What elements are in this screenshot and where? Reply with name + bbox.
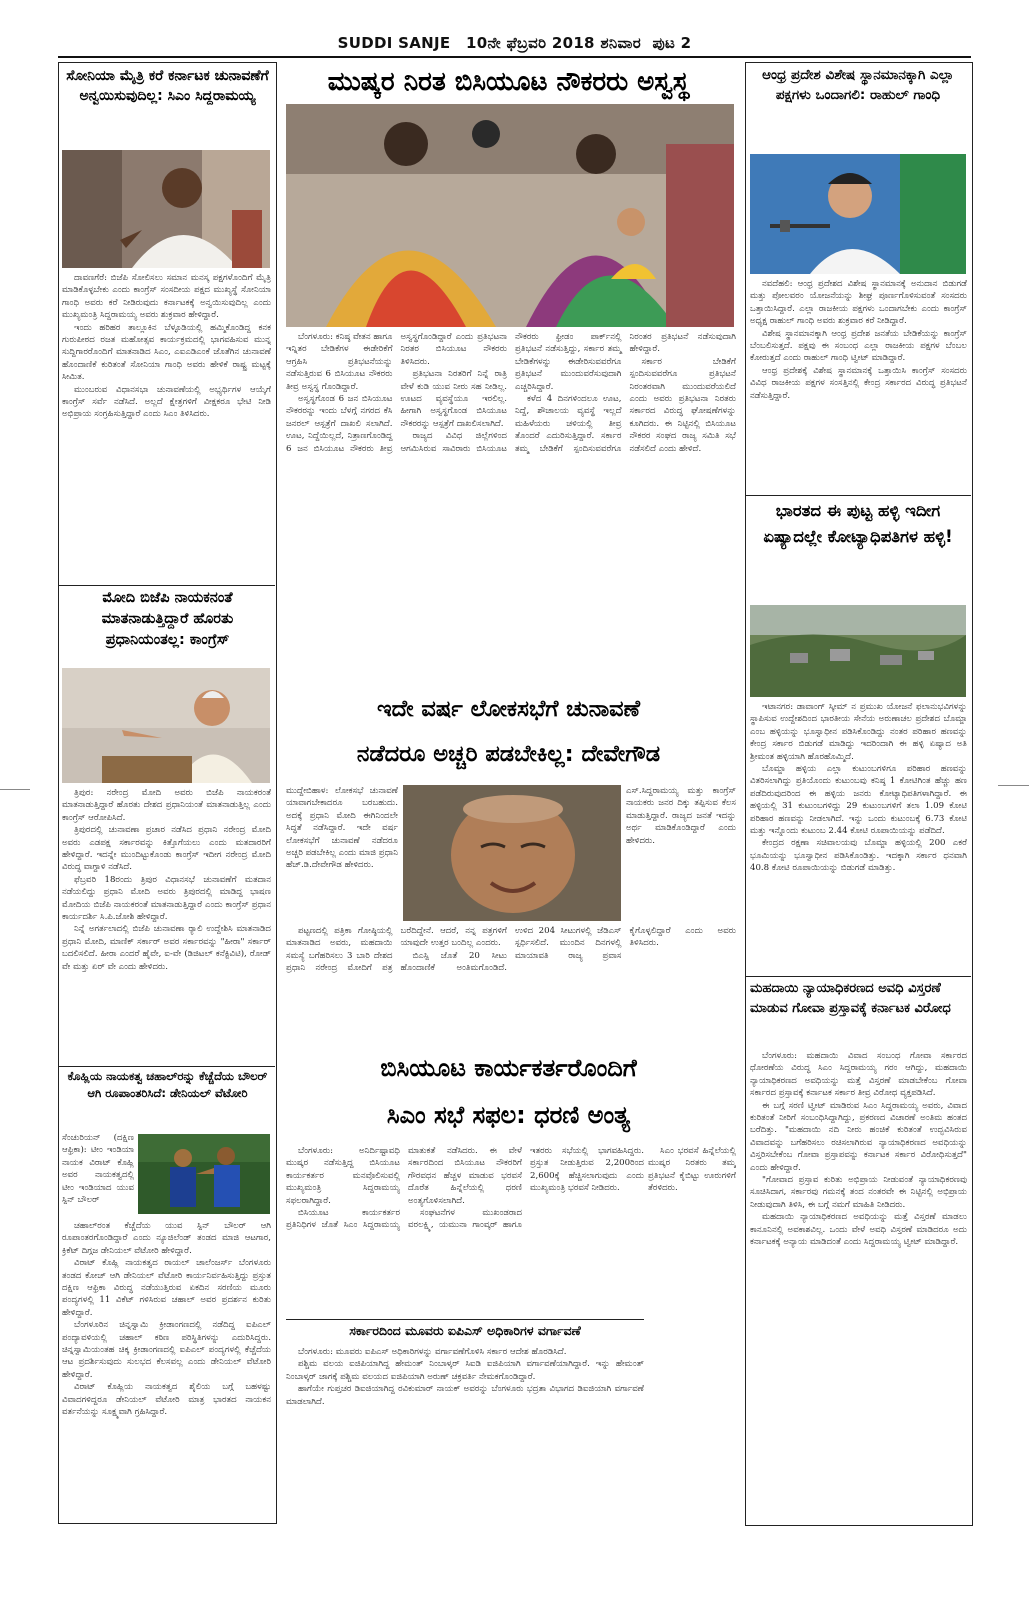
lead-photo [286,104,734,327]
paragraph: ಬೊಮ್ಜಾ ಹಳ್ಳಿಯ ಎಲ್ಲಾ ಕುಟುಂಬಗಳಿಗೂ ಪರಿಹಾರ ಹಣವನ್ನು ವಿತರಿಸಲಾಗಿದ್ದು ಪ್ರತಿಯೊಂದು ಕುಟುಂಬವು ಕನಿಷ್ಠ 1 ಕೋಟಿಗಿಂತ ಹೆಚ್ಚು ಹಣ ಪಡೆದಿರುವುದರಿಂದ ಈ ಹಳ್ಳಿಯ ಜನರು ಕೋಟ್ಯಾಧಿಪತಿಗಳಾಗಿದ್ದಾರೆ. ಈ ಹಳ್ಳಿಯಲ್ಲಿ 31 ಕುಟುಂಬಗಳಿದ್ದು 29 ಕುಟುಂಬಗಳಿಗೆ ತಲಾ 1.09 ಕೋಟಿ ಪರಿಹಾರ ಹಣವನ್ನು ನೀಡಲಾಗಿದೆ. ಇನ್ನು ಒಂದು ಕುಟುಂಬಕ್ಕೆ 6.73 ಕೋಟಿ ಮತ್ತು ಇನ್ನೊಂದು ಕುಟುಂಬ 2.44 ಕೋಟಿ ರೂಪಾಯಿಯನ್ನು ಪಡೆದಿದೆ. [750,764,967,837]
paragraph: ವಿರಾಟ್ ಕೊಹ್ಲಿಯ ನಾಯಕತ್ವದ ಶೈಲಿಯ ಬಗ್ಗೆ ಬಹಳಷ್ಟು ವಿವಾದಗಳಿದ್ದರೂ ಡೇನಿಯಲ್ ವೆಟೋರಿ ಮಾತ್ರ ಭಾರತದ ನಾಯಕನ ವರ್ತನೆಯನ್ನು ಸೂಕ್ಷ್ಮವಾಗಿ ಗ್ರಹಿಸಿದ್ದಾರೆ. [62,1382,271,1418]
paragraph: ಬಿಸಿಯೂಟ ಕಾರ್ಯಕರ್ತರ ಪ್ರತಿನಿಧಿಗಳ ಜೊತೆ ಸಿಎಂ ಸಿದ್ದರಾಮಯ್ಯ ಮಾತುಕತೆ ನಡೆಸಿದರು. ಈ ವೇಳೆ ಸರ್ಕಾರದಿಂದ ಬಿಸಿಯೂಟ ನೌಕರರಿಗೆ ಗೌರವಧನ ಹೆಚ್ಚಳ ಮಾಡುವ ಭರವಸೆ ದೊರೆತ ಹಿನ್ನೆಲೆಯಲ್ಲಿ ಧರಣಿ ಅಂತ್ಯಗೊಳಿಸಲಾಗಿದೆ. [286,1146,522,1231]
right-story3-headline: ಮಹದಾಯಿ ನ್ಯಾಯಾಧಿಕರಣದ ಅವಧಿ ವಿಸ್ತರಣೆ ಮಾಡುವ ಗೋವಾ ಪ್ರಸ್ತಾವಕ್ಕೆ ಕರ್ನಾಟಕ ವಿರೋಧ [750,981,951,1016]
paper-name: SUDDI SANJE [337,34,451,52]
cricket-photo [138,1134,270,1214]
paragraph: ವಿರಾಟ್ ಕೊಹ್ಲಿ ನಾಯಕತ್ವದ ರಾಯಲ್ ಚಾಲೆಂಜರ್ಸ್ ಬೆಂಗಳೂರು ತಂಡದ ಕೋಚ್ ಆಗಿ ಡೇನಿಯಲ್ ವೆಟೋರಿ ಕಾರ್ಯನಿರ್ವಹಿಸುತ್ತಿದ್ದು ಪ್ರಸ್ತುತ ದಕ್ಷಿಣ ಆಫ್ರಿಕಾ ವಿರುದ್ಧ ನಡೆಯುತ್ತಿರುವ ಏಕದಿನ ಸರಣಿಯ ಮೂರು ಪಂದ್ಯಗಳಲ್ಲಿ 11 ವಿಕೆಟ್ ಗಳಿಸಿರುವ ಚಹಾಲ್ ಅವರ ಪ್ರದರ್ಶನ ಕುರಿತು ಹೇಳಿದ್ದಾರೆ. [62,1258,271,1318]
third-headline-line2: ಸಿಎಂ ಸಭೆ ಸಫಲ: ಧರಣಿ ಅಂತ್ಯ [386,1101,631,1129]
protesting-workers-image [286,104,734,327]
fourth-headline: ಸರ್ಕಾರದಿಂದ ಮೂವರು ಐಪಿಎಸ್ ಅಧಿಕಾರಿಗಳ ವರ್ಗಾವಣೆ [349,1323,581,1338]
paragraph: ಹಾಗೆಯೇ ಗುಪ್ತಚರ ಡಿಐಜಿಯಾಗಿದ್ದ ರವಿಕುಮಾರ್ ನಾಯಕ್ ಅವರನ್ನು ಬೆಂಗಳೂರು ಭದ್ರತಾ ವಿಭಾಗದ ಡಿಐಜಿಯಾಗಿ ವರ್ಗಾವಣೆ ಮಾಡಲಾಗಿದೆ. [286,1384,644,1407]
paragraph: ಪಟ್ಟಣದಲ್ಲಿ ಪತ್ರಿಕಾ ಗೋಷ್ಠಿಯಲ್ಲಿ ಮಾತನಾಡಿದ ಅವರು, ಮಹದಾಯಿ ಸಮಸ್ಯೆ ಬಗೆಹರಿಸಲು 3 ಬಾರಿ ದೇಶದ ಪ್ರಧಾನಿ ನರೇಂದ್ರ ಮೋದಿಗೆ ಪತ್ರ ಬರೆದಿದ್ದೇನೆ. ಆದರೆ, ನನ್ನ ಪತ್ರಗಳಿಗೆ ಯಾವುದೇ ಉತ್ತರ ಬಂದಿಲ್ಲ ಎಂದರು. [286,926,507,974]
page-number: ಪುಟ 2 [652,34,692,52]
crop-mark-left [0,789,30,790]
right-story2-headline: ಭಾರತದ ಈ ಪುಟ್ಟ ಹಳ್ಳಿ ಇದೀಗ ಏಷ್ಯಾದಲ್ಲೇ ಕೋಟ್ಯಾಧಿಪತಿಗಳ ಹಳ್ಳಿ! [763,501,953,546]
paragraph: ಕಳೆದ 4 ದಿನಗಳಿಂದಲೂ ಊಟ, ನಿದ್ದೆ, ಶೌಚಾಲಯ ವ್ಯವಸ್ಥೆ ಇಲ್ಲದೆ ಮಹಿಳೆಯರು ಚಳಿಯಲ್ಲಿ ತೀವ್ರ ತೊಂದರೆ ಎದುರಿಸುತ್ತಿದ್ದಾರೆ. ಸರ್ಕಾರ ತಮ್ಮ ಬೇಡಿಕೆಗೆ ಸ್ಪಂದಿಸುವವರೆಗೂ ನಿರಂತರ ಪ್ರತಿಭಟನೆ ನಡೆಸುವುದಾಗಿ ಹೇಳಿದ್ದಾರೆ. [515,332,736,454]
paragraph: ನವದೆಹಲಿ: ಆಂಧ್ರ ಪ್ರದೇಶದ ವಿಶೇಷ ಸ್ಥಾನಮಾನಕ್ಕೆ ಅನುದಾನ ಬಿಡುಗಡೆ ಮತ್ತು ಪೋಲವರಂ ಯೋಜನೆಯನ್ನು ಶೀಘ್ರ ಪೂರ್ಣಗೊಳಿಸುವಂತೆ ಸಂಸದರು ಒತ್ತಾಯಿಸಿದ್ದಾರೆ. ಎಲ್ಲಾ ರಾಜಕೀಯ ಪಕ್ಷಗಳು ಒಂದಾಗಬೇಕು ಎಂದು ಕಾಂಗ್ರೆಸ್ ಅಧ್ಯಕ್ಷ ರಾಹುಲ್ ಗಾಂಧಿ ಅವರು ಶುಕ್ರವಾರ ಕರೆ ನೀಡಿದ್ದಾರೆ. [750,279,967,327]
siddaramaiah-photo [62,150,270,268]
lead-body [286,331,736,689]
paragraph: ಬೆಂಗಳೂರು: ಕನಿಷ್ಠ ವೇತನ ಹಾಗೂ ಇನ್ನಿತರ ಬೇಡಿಕೆಗಳ ಈಡೇರಿಕೆಗೆ ಆಗ್ರಹಿಸಿ ಪ್ರತಿಭಟನೆಯನ್ನು ನಡೆಸುತ್ತಿರುವ 6 ಬಿಸಿಯೂಟ ನೌಕರರು ತೀವ್ರ ಅಸ್ವಸ್ಥ ಗೊಂಡಿದ್ದಾರೆ. [286,332,393,392]
divider [745,495,971,496]
right-story1-body [750,278,967,492]
left-story1-body [62,272,271,582]
paragraph: ಅಸ್ವಸ್ಥಗೊಂಡ 6 ಜನ ಬಿಸಿಯೂಟ ನೌಕರರನ್ನು ಇಂದು ಬೆಳಗ್ಗೆ ನಗರದ ಕೆಸಿ ಜನರಲ್ ಆಸ್ಪತ್ರೆಗೆ ದಾಖಲಿ ಸಲಾಗಿದೆ. ಊಟ, ನಿದ್ದೆಯಿಲ್ಲದೆ, ನಿತ್ರಾಣಗೊಂಡಿದ್ದ 6 ಜನ ಬಿಸಿಯೂಟ ನೌಕರರು ತೀವ್ರ ಅಸ್ವಸ್ಥಗೊಂಡಿದ್ದಾರೆ ಎಂದು ಪ್ರತಿಭಟನಾ ನಿರತರ ಬಿಸಿಯೂಟ ನೌಕರರು ತಿಳಿಸಿದರು. [286,332,507,454]
divider [745,976,971,977]
paragraph: ಸೆಂಚುರಿಯನ್ (ದಕ್ಷಿಣ ಆಫ್ರಿಕಾ): ಟೀಂ ಇಂಡಿಯಾ ನಾಯಕ ವಿರಾಟ್ ಕೊಹ್ಲಿ ಅವರ ನಾಯಕತ್ವದಲ್ಲಿ ಟೀಂ ಇಂಡಿಯಾದ ಯುವ ಸ್ಪಿನ್ ಬೌಲರ್ [62,1133,134,1206]
modi-image [62,668,270,783]
left-story3-intro [62,1132,134,1218]
devegowda-image [403,785,621,921]
paragraph: ಚಹಾಲ್‌ರಂತ ಕೆಚ್ಚೆದೆಯ ಯುವ ಸ್ಪಿನ್ ಬೌಲರ್ ಆಗಿ ರೂಪಾಂತರಗೊಂಡಿದ್ದಾರೆ ಎಂದು ನ್ಯೂಜಿಲೆಂಡ್ ತಂಡದ ಮಾಜಿ ಆಟಗಾರ, ಕ್ರಿಕೆಟ್ ದಿಗ್ಗಜ ಡೇನಿಯಲ್ ವೆಟೋರಿ ಹೇಳಿದ್ದಾರೆ. [62,1221,271,1256]
paragraph: ಸಿಎಂ ಭರವಸೆ ಹಿನ್ನೆಲೆಯಲ್ಲಿ ಮುಷ್ಕರ ನಿರತರು ತಮ್ಮ ಪ್ರತಿಭಟನೆ ಕೈಬಿಟ್ಟು ಊರುಗಳಿಗೆ ತೆರಳಿದರು. [648,1146,736,1194]
paragraph: ಮುದ್ದೇಬಿಹಾಳ: ಲೋಕಸಭೆ ಚುನಾವಣೆ ಯಾವಾಗಬೇಕಾದರೂ ಬರಬಹುದು. ಅದಕ್ಕೆ ಪ್ರಧಾನಿ ಮೋದಿ ಈಗಿನಿಂದಲೇ ಸಿದ್ಧತೆ ನಡೆಸಿದ್ದಾರೆ. ಇದೇ ವರ್ಷ ಲೋಕಸಭೆಗೆ ಚುನಾವಣೆ ನಡೆದರೂ ಅಚ್ಚರಿ ಪಡಬೇಕಿಲ್ಲ ಎಂದು ಮಾಜಿ ಪ್ರಧಾನಿ ಹೆಚ್.ಡಿ.ದೇವೇಗೌಡ ಹೇಳಿದರು. [286,786,398,871]
paragraph: ಈ ಬಗ್ಗೆ ಸರಣಿ ಟ್ವೀಟ್ ಮಾಡಿರುವ ಸಿಎಂ ಸಿದ್ದರಾಮಯ್ಯ ಅವರು, ವಿವಾದ ಕುರಿತಂತೆ ನೀರಿಗೆ ಸಂಬಂಧಿಸಿದ್ದಾಗಿದ್ದು, ಪ್ರಕರಣದ ವಿಚಾರಣೆ ಅಂತಿಮ ಹಂತದ ಬರೆದಿತ್ತು. "ಮಹದಾಯಿ ನದಿ ನೀರು ಹಂಚಿಕೆ ಕುರಿತಂತೆ ಉದ್ಭವಿಸಿರುವ ವಿವಾದವನ್ನು ಬಗೆಹರಿಸಲು ರಚಿಸಲಾಗಿರುವ ನ್ಯಾಯಾಧಿಕರಣದ ಅವಧಿಯನ್ನು ವಿಸ್ತರಿಸಬೇಕೆಂಬ ಗೋವಾ ಪ್ರಸ್ತಾಪವನ್ನು ಕರ್ನಾಟಕ ಸರ್ಕಾರ ವಿರೋಧಿಸುತ್ತದೆ" ಎಂದು ಹೇಳಿದ್ದಾರೆ. [750,1100,967,1173]
chahal-image [138,1134,270,1214]
issue-date: 10ನೇ ಫೆಬ್ರವರಿ 2018 ಶನಿವಾರ [465,34,641,52]
paragraph: ಬಿಎಸ್ಪಿ ಜೊತೆ 20 ಸೀಟು ಹೊಂದಾಣಿಕೆ ಅಂತಿಮಗೊಂಡಿದೆ. ಉಳಿದ 204 ಸೀಟುಗಳಲ್ಲಿ ಜೆಡಿಎಸ್ ಸ್ಪರ್ಧಿಸಲಿದೆ. ಮುಂದಿನ ದಿನಗಳಲ್ಲಿ ಮಾಯಾವತಿ ರಾಜ್ಯ ಪ್ರವಾಸ ಕೈಗೊಳ್ಳಲಿದ್ದಾರೆ ಎಂದು ಅವರು ತಿಳಿಸಿದರು. [400,926,736,974]
paragraph: ಪ್ರತಿಭಟನಾ ನಿರತರಿಗೆ ನಿನ್ನೆ ರಾತ್ರಿ ವೇಳೆ ಕುಡಿ ಯುವ ನೀರು ಸಹ ನೀಡಿಲ್ಲ. ಊಟದ ವ್ಯವಸ್ಥೆಯೂ ಇರಲಿಲ್ಲ. ಹೀಗಾಗಿ ಅಸ್ವಸ್ಥಗೊಂಡ ಬಿಸಿಯೂಟ ನೌಕರರನ್ನು ಆಸ್ಪತ್ರೆಗೆ ದಾಖಲಿಸಲಾಗಿದೆ. [400,369,507,429]
third-body [286,1145,644,1315]
paragraph: ಸಂಘಟನೆಗಳ ಮುಖಂಡರಾದ ವರಲಕ್ಷ್ಮಿ, ಯಮುನಾ ಗಾಂವ್ಕರ್ ಹಾಗೂ ಇತರರು ಸಭೆಯಲ್ಲಿ ಭಾಗವಹಿಸಿದ್ದರು. ಪ್ರಸ್ತುತ ನೀಡುತ್ತಿರುವ 2,200ರಿಂದ 2,600ಕ್ಕೆ ಹೆಚ್ಚಿಸಲಾಗುವುದು ಎಂದು ಮುಖ್ಯಮಂತ್ರಿ ಭರವಸೆ ನೀಡಿದರು. [408,1146,644,1231]
devegowda-photo [403,785,621,921]
bomja-village-image [750,605,966,697]
paragraph: ದಾವಣಗೆರೆ: ಬಿಜೆಪಿ ಸೋಲಿಸಲು ಸಮಾನ ಮನಸ್ಕ ಪಕ್ಷಗಳೊಂದಿಗೆ ಮೈತ್ರಿ ಮಾಡಿಕೊಳ್ಳಬೇಕು ಎಂದು ಕಾಂಗ್ರೆಸ್ ಸಂಸದೀಯ ಪಕ್ಷದ ಮುಖ್ಯಸ್ಥೆ ಸೋನಿಯಾ ಗಾಂಧಿ ಅವರು ಕರೆ ನೀಡಿರುವುದು ಕರ್ನಾಟಕಕ್ಕೆ ಅನ್ವಯಿಸುವುದಿಲ್ಲ ಎಂದು ಮುಖ್ಯಮಂತ್ರಿ ಸಿದ್ದರಾಮಯ್ಯ ಅವರು ಶುಕ್ರವಾರ ಹೇಳಿದ್ದಾರೆ. [62,273,271,321]
paragraph: ಆಂಧ್ರ ಪ್ರದೇಶಕ್ಕೆ ವಿಶೇಷ ಸ್ಥಾನಮಾನಕ್ಕೆ ಒತ್ತಾಯಿಸಿ ಕಾಂಗ್ರೆಸ್ ಸಂಸದರು ವಿವಿಧ ರಾಜಕೀಯ ಪಕ್ಷಗಳ ಸಂಸತ್ತಿನಲ್ಲಿ ಕೇಂದ್ರ ಸರ್ಕಾರದ ವಿರುದ್ಧ ಪ್ರತಿಭಟನೆ ನಡೆಸುತ್ತಿದ್ದಾರೆ. [750,365,967,401]
paragraph: ಫೆಬ್ರವರಿ 18ರಂದು ತ್ರಿಪುರ ವಿಧಾನಸಭೆ ಚುನಾವಣೆಗೆ ಮತದಾನ ನಡೆಯಲಿದ್ದು ಪ್ರಧಾನಿ ಮೋದಿ ಅವರು ತ್ರಿಪುರದಲ್ಲಿ ಮಾಡಿದ್ದ ಭಾಷಣ ಮೋದಿಯ ಬಿಜೆಪಿ ನಾಯಕರಂತೆ ಮಾತನಾಡುತ್ತಿದ್ದಾರೆ ಎಂದು ಕಾಂಗ್ರೆಸ್ ಪ್ರಧಾನ ಕಾರ್ಯದರ್ಶಿ ಸಿ.ಪಿ.ಜೋಶಿ ಹೇಳಿದ್ದಾರೆ. [62,874,271,923]
paragraph: ತ್ರಿಪುರದಲ್ಲಿ ಚುನಾವಣಾ ಪ್ರಚಾರ ನಡೆಸಿದ ಪ್ರಧಾನಿ ನರೇಂದ್ರ ಮೋದಿ ಅವರು ಎಡಪಕ್ಷ ಸರ್ಕಾರವನ್ನು ಕಿತ್ತೊಗೆಯಲು ಎಂದು ಮತದಾರರಿಗೆ ಹೇಳಿದ್ದಾರೆ. ಇದನ್ನೇ ಮುಂದಿಟ್ಟುಕೊಂಡು ಕಾಂಗ್ರೆಸ್ ಇದೀಗ ನರೇಂದ್ರ ಮೋದಿ ವಿರುದ್ಧ ವಾಗ್ದಾಳಿ ನಡೆಸಿದೆ. [62,825,271,873]
village-photo [750,605,966,697]
masthead [0,34,1029,52]
paragraph: ಬೆಂಗಳೂರು: ಅನಿರ್ದಿಷ್ಟಾವಧಿ ಮುಷ್ಕರ ನಡೆಸುತ್ತಿದ್ದ ಬಿಸಿಯೂಟ ಕಾರ್ಯಕರ್ತರ ಮನವೊಲಿಸುವಲ್ಲಿ ಮುಖ್ಯಮಂತ್ರಿ ಸಿದ್ದರಾಮಯ್ಯ ಸಫಲರಾಗಿದ್ದಾರೆ. [286,1146,400,1206]
divider [58,585,275,586]
paragraph: ಇಟಾನಗರ: ಡಾವಾಂಗ್ ಸ್ಕೀಮ್ ನ ಪ್ರಮುಖ ಯೋಜನೆ ಫಲಾನುಭವಿಗಳನ್ನು ಸ್ಥಾಪಿಸುವ ಉದ್ದೇಶದಿಂದ ಭಾರತೀಯ ಸೇನೆಯ ಅರುಣಾಚಲ ಪ್ರದೇಶದ ಬೊಮ್ಜಾ ಎಂಬ ಹಳ್ಳಿಯನ್ನು ಭೂಸ್ವಾಧೀನ ಪಡಿಸಿಕೊಂಡಿದ್ದು ನಂತರ ಪರಿಹಾರ ಹಣವನ್ನು ಕೇಂದ್ರ ಸರ್ಕಾರ ಬಿಡುಗಡೆ ಮಾಡಿದ್ದು ಇದರಿಂದಾಗಿ ಈ ಹಳ್ಳಿ ಏಷ್ಯಾದ ಅತಿ ಶ್ರೀಮಂತ ಹಳ್ಳಿಯಾಗಿ ಹೊರಹೊಮ್ಮಿದೆ. [750,702,967,762]
masthead-rule [58,56,971,58]
paragraph: ಮುಂಬರುವ ವಿಧಾನಸಭಾ ಚುನಾವಣೆಯಲ್ಲಿ ಅಭ್ಯರ್ಥಿಗಳ ಆಯ್ಕೆಗೆ ಕಾಂಗ್ರೆಸ್ ಸರ್ವೆ ನಡೆಸಿದೆ. ಅಲ್ಲದೆ ಕ್ಷೇತ್ರಗಳಿಗೆ ವೀಕ್ಷಕರೂ ಭೇಟಿ ನೀಡಿ ಅಭಿಪ್ರಾಯ ಸಂಗ್ರಹಿಸುತ್ತಿದ್ದಾರೆ ಎಂದು ಸಿಎಂ ತಿಳಿಸಿದರು. [62,384,271,420]
paragraph: ಬೆಂಗಳೂರು: ಮೂವರು ಐಪಿಎಸ್ ಅಧಿಕಾರಿಗಳನ್ನು ವರ್ಗಾವಣೆಗೊಳಿಸಿ ಸರ್ಕಾರ ಆದೇಶ ಹೊರಡಿಸಿದೆ. [298,1347,567,1357]
siddaramaiah-image [62,150,270,268]
left-story2-body [62,787,271,1065]
paragraph: ಎಸ್.ಸಿದ್ದರಾಮಯ್ಯ ಮತ್ತು ಕಾಂಗ್ರೆಸ್ ನಾಯಕರು ಜನರ ದಿಕ್ಕು ತಪ್ಪಿಸುವ ಕೆಲಸ ಮಾಡುತ್ತಿದ್ದಾರೆ. ರಾಜ್ಯದ ಜನತೆ ಇದನ್ನು ಅರ್ಥ ಮಾಡಿಕೊಂಡಿದ್ದಾರೆ ಎಂದು ಹೇಳಿದರು. [626,786,736,846]
paragraph: ಪಶ್ಚಿಮ ವಲಯ ಐಜಿಪಿಯಾಗಿದ್ದ ಹೇಮಂತ್ ನಿಂಬಾಳ್ಕರ್ ಸಿಐಡಿ ಐಜಿಪಿಯಾಗಿ ವರ್ಗಾವಣೆಯಾಗಿದ್ದಾರೆ. ಇನ್ನು ಹೇಮಂತ್ ನಿಂಬಾಳ್ಕರ್ ಜಾಗಕ್ಕೆ ಪಶ್ಚಿಮ ವಲಯದ ಐಜಿಪಿಯಾಗಿ ಅರುಣ್ ಚಕ್ರವರ್ತಿ ನೇಮಕಗೊಂಡಿದ್ದಾರೆ. [286,1359,644,1382]
rahul-photo [750,154,966,274]
paragraph: ಸರ್ಕಾರ ಬೇಡಿಕೆಗೆ ಸ್ಪಂದಿಸುವವರೆಗೂ ಪ್ರತಿಭಟನೆ ನಿರಂತರವಾಗಿ ಮುಂದುವರೆಯಲಿದೆ ಎಂದು ಅವರು ಪ್ರತಿಭಟನಾ ನಿರತರು ಸರ್ಕಾರದ ವಿರುದ್ಧ ಘೋಷಣೆಗಳನ್ನು ಕೂಗಿದರು. ಈ ನಿಟ್ಟಿನಲ್ಲಿ ಬಿಸಿಯೂಟ ನೌಕರರ ಸಂಘದ ರಾಜ್ಯ ಸಮಿತಿ ಸಭೆ ನಡೆಸಲಿದೆ ಎಂದು ಹೇಳಿದೆ. [629,356,736,454]
left-story3-headline: ಕೊಹ್ಲಿಯ ನಾಯಕತ್ವ ಚಹಾಲ್‌ರನ್ನು ಕೆಚ್ಚೆದೆಯ ಬೌಲರ್ ಆಗಿ ರೂಪಾಂತರಿಸಿದೆ: ಡೇನಿಯಲ್ ವೆಟೋರಿ [67,1069,268,1100]
paragraph: "ಗೋವಾದ ಪ್ರಸ್ತಾವ ಕುರಿತು ಅಭಿಪ್ರಾಯ ನೀಡುವಂತೆ ನ್ಯಾಯಾಧಿಕರಣವು ಸೂಚಿಸಿದಾಗ, ಸರ್ಕಾರವು ಗಮನಕ್ಕೆ ತಂದ ನಂತರವೇ ಈ ನಿಟ್ಟಿನಲ್ಲಿ ಅಭಿಪ್ರಾಯ ನೀಡುವುದಾಗಿ ತಿಳಿಸಿ, ಈ ಬಗ್ಗೆ ನಮಗೆ ಮಾಹಿತಿ ನೀಡಿದರು. [750,1175,967,1210]
left-story3-body [62,1220,271,1516]
paragraph: ಕೇಂದ್ರದ ರಕ್ಷಣಾ ಸಚಿವಾಲಯವು ಬೊಮ್ಜಾ ಹಳ್ಳಿಯಲ್ಲಿ 200 ಎಕರೆ ಭೂಮಿಯನ್ನು ಭೂಸ್ವಾಧೀನ ಪಡಿಸಿಕೊಂಡಿತ್ತು. ಇದಕ್ಕಾಗಿ ಸರ್ಕಾರ ಧನವಾಗಿ 40.8 ಕೋಟಿ ರೂಪಾಯಿಯನ್ನು ಬಿಡುಗಡೆ ಮಾಡಿತ್ತು. [750,838,967,874]
lead-headline: ಮುಷ್ಕರ ನಿರತ ಬಿಸಿಯೂಟ ನೌಕರರು ಅಸ್ವಸ್ಥ [327,67,690,97]
second-headline-line1: ಇದೇ ವರ್ಷ ಲೋಕಸಭೆಗೆ ಚುನಾವಣೆ [377,696,640,722]
modi-photo [62,668,270,783]
paragraph: ಇಂದು ಹರಿಹರ ತಾಲ್ಲೂಕಿನ ಬೆಳ್ಳೂಡಿಯಲ್ಲಿ ಹಮ್ಮಿಕೊಂಡಿದ್ದ ಕನಕ ಗುರುಪೀಠದ ರಜತ ಮಹೋತ್ಸವ ಕಾರ್ಯಕ್ರಮದಲ್ಲಿ ಭಾಗವಹಿಸುವ ಮುನ್ನ ಸುದ್ದಿಗಾರರೊಂದಿಗೆ ಮಾತನಾಡಿದ ಸಿಎಂ, ಎಐಎಡಿಎಂಕೆ ಜೊತೆಗಿನ ಚುನಾವಣೆ ಹೊಂದಾಣಿಕೆ ಕುರಿತಂತೆ ಸೋನಿಯಾ ಗಾಂಧಿ ಅವರು ಹೇಳಿಕೆ ರಾಷ್ಟ್ರ ಮಟ್ಟಕ್ಕೆ ಸೀಮಿತ. [62,322,271,383]
left-story1-headline: ಸೋನಿಯಾ ಮೈತ್ರಿ ಕರೆ ಕರ್ನಾಟಕ ಚುನಾವಣೆಗೆ ಅನ್ವಯಿಸುವುದಿಲ್ಲ: ಸಿಎಂ ಸಿದ್ದರಾಮಯ್ಯ [66,68,269,105]
paragraph: ವಿಶೇಷ ಸ್ಥಾನಮಾನಕ್ಕಾಗಿ ಆಂಧ್ರ ಪ್ರದೇಶ ಜನತೆಯ ಬೇಡಿಕೆಯನ್ನು ಕಾಂಗ್ರೆಸ್ ಬೆಂಬಲಿಸುತ್ತದೆ. ಪಕ್ಷವು ಈ ಸಂಬಂಧ ಎಲ್ಲಾ ರಾಜಕೀಯ ಪಕ್ಷಗಳ ಬೆಂಬಲ ಕೋರುತ್ತದೆ ಎಂದು ರಾಹುಲ್ ಗಾಂಧಿ ಟ್ವೀಟ್ ಮಾಡಿದ್ದಾರೆ. [750,328,967,364]
paragraph: ತ್ರಿಪುರ: ನರೇಂದ್ರ ಮೋದಿ ಅವರು ಬಿಜೆಪಿ ನಾಯಕರಂತೆ ಮಾತನಾಡುತ್ತಿದ್ದಾರೆ ಹೊರತು ದೇಶದ ಪ್ರಧಾನಿಯಂತೆ ಮಾತನಾಡುತ್ತಿಲ್ಲ ಎಂದು ಕಾಂಗ್ರೆಸ್ ಆರೋಪಿಸಿದೆ. [62,788,271,823]
second-headline-line2: ನಡೆದರೂ ಅಚ್ಚರಿ ಪಡಬೇಕಿಲ್ಲ: ದೇವೇಗೌಡ [356,741,661,767]
right-story1-headline: ಆಂಧ್ರ ಪ್ರದೇಶ ವಿಶೇಷ ಸ್ಥಾನಮಾನಕ್ಕಾಗಿ ಎಲ್ಲಾ ಪಕ್ಷಗಳು ಒಂದಾಗಲಿ: ರಾಹುಲ್ ಗಾಂಧಿ [762,67,954,103]
right-story2-body [750,701,967,972]
left-story2-headline: ಮೋದಿ ಬಿಜೆಪಿ ನಾಯಕನಂತೆ ಮಾತನಾಡುತ್ತಿದ್ದಾರೆ ಹೊರತು ಪ್ರಧಾನಿಯಂತಲ್ಲ: ಕಾಂಗ್ರೆಸ್ [101,590,234,649]
paragraph: ರಾಜ್ಯದ ವಿವಿಧ ಜಿಲ್ಲೆಗಳಿಂದ ಆಗಮಿಸಿರುವ ಸಾವಿರಾರು ಬಿಸಿಯೂಟ ನೌಕರರು ಫ್ರೀಡಂ ಪಾರ್ಕ್‌ನಲ್ಲಿ ಪ್ರತಿಭಟನೆ ನಡೆಸುತ್ತಿದ್ದು, ಸರ್ಕಾರ ತಮ್ಮ ಬೇಡಿಕೆಗಳನ್ನು ಈಡೇರಿಸುವವರೆಗೂ ಪ್ರತಿಭಟನೆ ಮುಂದುವರೆಸುವುದಾಗಿ ಎಚ್ಚರಿಸಿದ್ದಾರೆ. [400,332,622,454]
right-story3-body [750,1050,967,1520]
second-body-left [286,785,398,921]
second-body-right [626,785,736,921]
rahul-gandhi-image [750,154,966,274]
crop-mark-right [998,785,1029,786]
fourth-body [286,1346,644,1516]
third-headline-line1: ಬಿಸಿಯೂಟ ಕಾರ್ಯಕರ್ತರೊಂದಿಗೆ [380,1054,637,1082]
paragraph: ಬೆಂಗಳೂರು: ಮಹದಾಯಿ ವಿವಾದ ಸಂಬಂಧ ಗೋವಾ ಸರ್ಕಾರದ ಧೋರಣೆಯ ವಿರುದ್ಧ ಸಿಎಂ ಸಿದ್ದರಾಮಯ್ಯ ಗರಂ ಆಗಿದ್ದು, ಮಹದಾಯಿ ನ್ಯಾಯಾಧಿಕರಣದ ಅವಧಿಯನ್ನು ಮತ್ತೆ ವಿಸ್ತರಣೆ ಮಾಡಬೇಕೆಂಬ ಗೋವಾ ಸರ್ಕಾರದ ಪ್ರಸ್ತಾವಕ್ಕೆ ಕರ್ನಾಟಕ ಸರ್ಕಾರ ತೀವ್ರ ವಿರೋಧ ವ್ಯಕ್ತಪಡಿಸಿದೆ. [750,1051,967,1099]
paragraph: ನಿನ್ನೆ ಅಗರ್ತಲಾದಲ್ಲಿ ಬಿಜೆಪಿ ಚುನಾವಣಾ ರ್‍ಯಾಲಿ ಉದ್ದೇಶಿಸಿ ಮಾತನಾಡಿದ ಪ್ರಧಾನಿ ಮೋದಿ, ಮಾಣಿಕ್ ಸರ್ಕಾರ್ ಅವರ ಸರ್ಕಾರವನ್ನು "ಹೀರಾ" ಸರ್ಕಾರ್ ಬದಲಿಸಲಿದೆ. ಹೀರಾ ಎಂದರೆ ಹೈವೇ, ಐ-ವೇ (ಡಿಜಿಟಲ್ ಕನೆಕ್ಟಿವಿಟಿ), ರೋಡ್ ವೇ ಮತ್ತು ಏರ್ ವೇ ಎಂದು ಹೇಳಿದರು. [62,924,271,972]
paragraph: ಬೆಂಗಳೂರಿನ ಚಿನ್ನಸ್ವಾಮಿ ಕ್ರೀಡಾಂಗಣದಲ್ಲಿ ನಡೆದಿದ್ದ ಐಪಿಎಲ್ ಪಂದ್ಯಾವಳಿಯಲ್ಲಿ ಚಹಾಲ್ ಕಠಿಣ ಪರಿಸ್ಥಿತಿಗಳನ್ನು ಎದುರಿಸಿದ್ದರು. ಚಿನ್ನಸ್ವಾಮಿಯಂತಹ ಚಿಕ್ಕ ಕ್ರೀಡಾಂಗಣದಲ್ಲಿ ಐಪಿಎಲ್ ಪಂದ್ಯಗಳಲ್ಲಿ ಕೆಚ್ಚೆದೆಯ ಆಟ ಪ್ರದರ್ಶಿಸುವುದು ಸುಲಭದ ಕೆಲಸವಲ್ಲ ಎಂದು ಡೇನಿಯಲ್ ವೆಟೋರಿ ಹೇಳಿದ್ದಾರೆ. [62,1320,271,1380]
divider [286,1319,644,1320]
third-body-right [648,1145,736,1515]
second-body [286,925,736,1047]
divider [58,1066,275,1067]
paragraph: ಮಹದಾಯಿ ನ್ಯಾಯಾಧಿಕರಣದ ಅವಧಿಯನ್ನು ಮತ್ತೆ ವಿಸ್ತರಣೆ ಮಾಡಲು ಕಾನೂನಿನಲ್ಲಿ ಅವಕಾಶವಿಲ್ಲ. ಒಂದು ವೇಳೆ ಅವಧಿ ವಿಸ್ತರಣೆ ಮಾಡಿದರೂ ಅದು ಕರ್ನಾಟಕಕ್ಕೆ ಅನ್ಯಾಯ ಮಾಡಿದಂತೆ ಎಂದು ಸಿದ್ದರಾಮಯ್ಯ ಟ್ವೀಟ್ ಮಾಡಿದ್ದಾರೆ. [750,1212,967,1248]
